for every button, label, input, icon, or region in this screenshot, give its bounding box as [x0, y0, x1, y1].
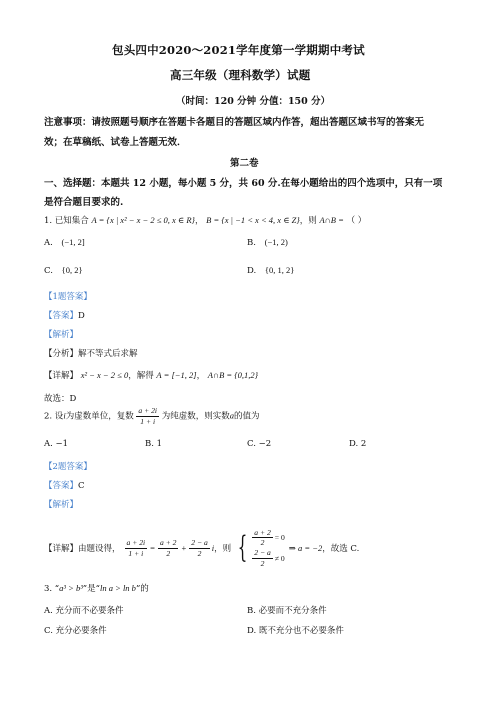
q1-detail-expr-3: A∩B = {0,1,2} [207, 370, 259, 380]
exam-time-info: （时间：120 分钟 分值：150 分） [176, 96, 331, 107]
q2-system-row-2 [252, 549, 285, 567]
q2-stem-fraction [136, 407, 159, 425]
q1-detail: 【详解】 x² − x − 2 ≤ 0，解得 A = [−1, 2]， A∩B = {0,1,2} [44, 370, 259, 381]
q2-detail-frac-1 [125, 539, 148, 557]
q1-stem-suffix: ，则 [299, 216, 317, 226]
q2-detail-frac-3-den: 2 [197, 548, 202, 558]
q2-system-frac-1-den: 2 [260, 538, 265, 548]
q3-option-d: D. 既不充分也不必要条件 [247, 626, 344, 636]
q3-stem-mid: ”是“ [82, 584, 100, 594]
q2-answer-header: 【2题答案】 [44, 462, 92, 472]
section-intro-line-2: 是符合题目要求的. [44, 197, 124, 208]
q3-stem-suffix: ”的 [135, 584, 149, 594]
q2-result: ⇒ a = −2 [288, 542, 323, 553]
q2-detail-frac-1-num: a + 2i [126, 537, 146, 547]
q2-detail-i: i [211, 543, 215, 553]
q2-option-b: B. 1 [145, 439, 163, 449]
q2-detail-frac-3-num: 2 − a [191, 537, 208, 547]
q2-system-frac-1-num: a + 2 [254, 527, 271, 537]
q2-system-rhs-1: = 0 [274, 533, 285, 543]
q1-option-a-text: (−1, 2] [61, 237, 85, 247]
q2-detail-plus: + [181, 543, 187, 553]
q3-option-a: A. 充分而不必要条件 [44, 606, 124, 616]
q2-stem-suffix: 为纯虚数，则实数 [161, 411, 230, 422]
q1-stem-prefix: 1. 已知集合 [44, 216, 89, 226]
q1-answer-header: 【1题答案】 [44, 292, 92, 302]
q1-set-a: A = {x | x² − x − 2 ≤ 0, x ∈ R} [91, 215, 195, 225]
q1-option-a-label: A. [44, 238, 53, 248]
q3-expr-1: a³ > b³ [59, 583, 83, 593]
q1-analysis-tag: 【分析】 [44, 349, 79, 359]
q2-conclusion: ，故选 C. [322, 544, 360, 554]
q1-detail-tag: 【详解】 [44, 371, 79, 381]
exam-title: 包头四中2020～2021学年度第一学期期中考试 [112, 43, 365, 57]
q2-stem-prefix: 2. 设 [44, 411, 64, 422]
q2-answer-tag: 【答案】 [44, 481, 79, 491]
q3-stem [44, 582, 149, 594]
q1-detail-expr-2: A = [−1, 2] [156, 370, 197, 380]
q1-option-c-label: C. [44, 266, 53, 276]
q2-answer [44, 479, 85, 491]
q2-stem-frac-den: 1 + i [140, 416, 156, 426]
notice-line-2: 效；在草稿纸、试卷上答题无效． [44, 137, 187, 148]
q2-detail-frac-2-den: 2 [166, 548, 171, 558]
q1-analysis-header: 【解析】 [44, 330, 79, 340]
section-intro-line-1: 一、选择题：本题共 12 小题，每小题 5 分，共 60 分.在每小题给出的四个选项中，只有一项 [44, 178, 443, 189]
q1-analysis [44, 347, 138, 359]
q1-analysis-text: 解不等式后求解 [78, 349, 138, 359]
q2-detail-tag: 【详解】 [44, 544, 79, 554]
q1-set-b: B = {x | −1 < x < 4, x ∈ Z} [206, 215, 300, 225]
q1-stem: 1. 已知集合 A = {x | x² − x − 2 ≤ 0, x ∈ R}， B = {x | −1 < x < 4, x ∈ Z}，则 A∩B = （ ） [44, 215, 367, 226]
q2-stem [44, 407, 260, 425]
q2-detail [44, 528, 359, 568]
q1-answer-tag: 【答案】 [44, 311, 79, 321]
q1-answer [44, 309, 85, 321]
q2-system [233, 529, 285, 567]
q3-option-b: B. 必要而不充分条件 [247, 606, 327, 616]
q1-option-b [247, 237, 288, 248]
q2-detail-text: 由题设得， [78, 544, 121, 554]
q2-system-brace: { [237, 530, 248, 565]
q1-detail-mid: ，解得 [128, 371, 154, 381]
q2-detail-frac-2 [158, 539, 179, 557]
q1-option-c-text: {0, 2} [61, 265, 83, 275]
q1-option-c [44, 265, 83, 276]
q2-system-frac-2 [252, 549, 273, 567]
q2-option-a: A. −1 [44, 439, 69, 449]
q2-detail-frac-3 [189, 539, 210, 557]
exam-subtitle: 高三年级（理科数学）试题 [170, 68, 311, 82]
q2-system-row-1 [252, 529, 285, 547]
q2-option-c: C. −2 [247, 439, 272, 449]
q2-analysis-header: 【解析】 [44, 500, 79, 510]
q1-question-expr: A∩B = [319, 215, 344, 225]
q2-system-frac-1 [252, 529, 273, 547]
volume-heading: 第二卷 [230, 158, 259, 169]
q1-detail-expr-1: x² − x − 2 ≤ 0 [80, 370, 129, 380]
q2-stem-frac-num: a + 2i [138, 406, 158, 415]
q1-answer-value: D [78, 311, 85, 321]
q1-option-d-label: D. [247, 266, 257, 276]
q2-system-frac-2-num: 2 − a [254, 548, 271, 557]
q2-stem-end: 的值为 [234, 411, 260, 422]
q1-option-a [44, 237, 85, 248]
q2-system-frac-2-den: 2 [260, 558, 265, 568]
q2-detail-then: ，则 [214, 544, 232, 554]
q3-stem-prefix: 3. “ [44, 584, 60, 594]
q2-system-rhs-2: ≠ 0 [274, 553, 285, 563]
q2-detail-frac-2-num: a + 2 [159, 537, 177, 547]
q2-option-d: D. 2 [349, 439, 367, 449]
q1-blank: （ ） [346, 216, 367, 226]
q3-option-c: C. 充分必要条件 [44, 626, 107, 636]
q1-option-b-text: (−1, 2) [264, 237, 288, 247]
q2-stem-a: a [229, 410, 234, 421]
q2-stem-mid: 为虚数单位，复数 [65, 411, 134, 422]
q2-answer-value: C [78, 481, 85, 491]
q1-option-d [247, 265, 294, 276]
q1-option-d-text: {0, 1, 2} [264, 265, 295, 275]
q2-detail-frac-1-den: 1 + i [128, 548, 144, 558]
q2-system-rows [252, 529, 285, 567]
q1-conclusion: 故选：D [44, 394, 77, 404]
notice-line-1: 注意事项：请按照题号顺序在答题卡各题目的答题区域内作答，超出答题区域书写的答案无 [44, 117, 425, 128]
q1-option-b-label: B. [247, 238, 256, 248]
q3-expr-2: ln a > ln b [99, 583, 136, 593]
q2-stem-i: i [63, 410, 66, 421]
q2-detail-equals: = [150, 543, 155, 553]
